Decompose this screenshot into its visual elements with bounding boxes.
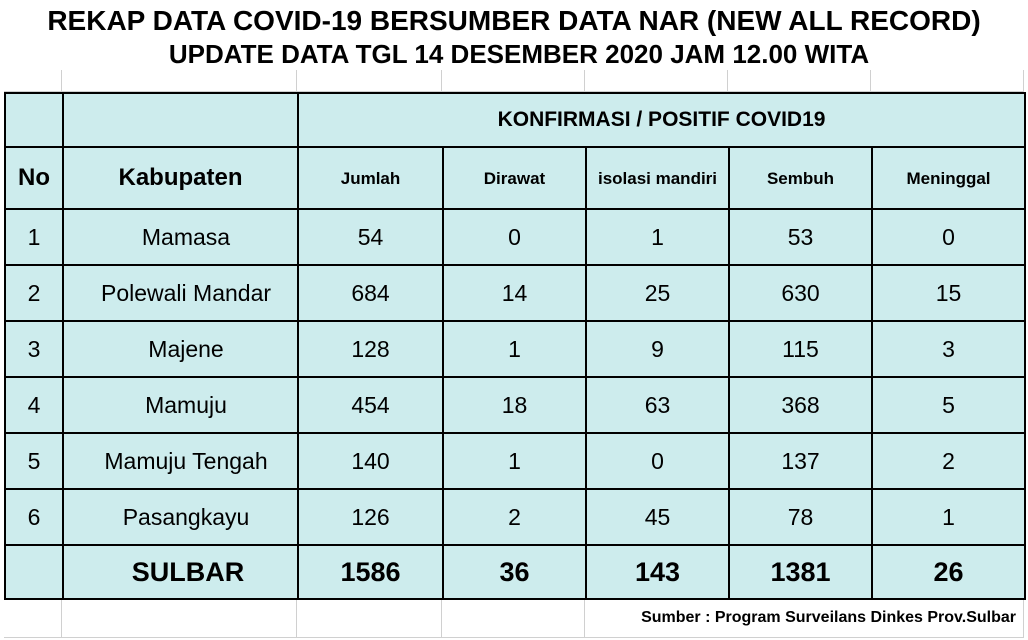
cell-dirawat: 18 — [443, 377, 586, 433]
cell-sembuh: 78 — [729, 489, 872, 545]
cell-meninggal: 3 — [872, 321, 1025, 377]
table-row — [5, 377, 1025, 433]
header-group-konfirmasi: KONFIRMASI / POSITIF COVID19 — [298, 93, 1025, 147]
cell-no: 3 — [5, 321, 63, 377]
cell-total-sembuh: 1381 — [729, 545, 872, 599]
cell-total-no — [5, 545, 63, 599]
cell-kabupaten: Polewali Mandar — [63, 265, 298, 321]
cell-isolasi: 45 — [586, 489, 729, 545]
grid-cell — [297, 600, 442, 638]
cell-isolasi: 0 — [586, 433, 729, 489]
cell-kabupaten: Majene — [63, 321, 298, 377]
cell-no: 5 — [5, 433, 63, 489]
top-grid — [4, 70, 1024, 92]
footer — [0, 600, 1028, 640]
cell-jumlah: 126 — [298, 489, 443, 545]
column-header-jumlah: Jumlah — [298, 147, 443, 209]
cell-meninggal: 2 — [872, 433, 1025, 489]
page-title: REKAP DATA COVID-19 BERSUMBER DATA NAR (NEW ALL RECORD) — [47, 5, 981, 36]
cell-no: 1 — [5, 209, 63, 265]
cell-kabupaten: Mamuju — [63, 377, 298, 433]
cell-kabupaten: Mamuju Tengah — [63, 433, 298, 489]
column-header-kabupaten: Kabupaten — [63, 147, 298, 209]
table-header-group-row — [5, 93, 1025, 147]
source-note: Sumber : Program Surveilans Dinkes Prov.Sulbar — [641, 609, 1016, 626]
cell-no: 4 — [5, 377, 63, 433]
cell-total-dirawat: 36 — [443, 545, 586, 599]
cell-meninggal: 1 — [872, 489, 1025, 545]
cell-dirawat: 14 — [443, 265, 586, 321]
cell-isolasi: 25 — [586, 265, 729, 321]
table-row — [5, 209, 1025, 265]
cell-sembuh: 630 — [729, 265, 872, 321]
header-blank-kabupaten — [63, 93, 298, 147]
cell-total-label: SULBAR — [63, 545, 298, 599]
column-header-isolasi-mandiri: isolasi mandiri — [586, 147, 729, 209]
table-header-row — [5, 147, 1025, 209]
grid-cell — [4, 70, 62, 92]
grid-cell — [297, 70, 442, 92]
cell-jumlah: 54 — [298, 209, 443, 265]
header-blank-no — [5, 93, 63, 147]
cell-dirawat: 1 — [443, 321, 586, 377]
table-row — [5, 489, 1025, 545]
column-header-dirawat: Dirawat — [443, 147, 586, 209]
cell-dirawat: 2 — [443, 489, 586, 545]
cell-sembuh: 368 — [729, 377, 872, 433]
table-row — [5, 265, 1025, 321]
page-subtitle: UPDATE DATA TGL 14 DESEMBER 2020 JAM 12.00 WITA — [168, 39, 870, 69]
cell-sembuh: 115 — [729, 321, 872, 377]
grid-cell — [62, 70, 297, 92]
cell-dirawat: 0 — [443, 209, 586, 265]
table-row — [5, 321, 1025, 377]
table-header — [5, 93, 1025, 209]
title-block — [0, 0, 1028, 70]
grid-cell — [871, 70, 1024, 92]
grid-cell — [442, 70, 585, 92]
cell-meninggal: 0 — [872, 209, 1025, 265]
column-header-meninggal: Meninggal — [872, 147, 1025, 209]
cell-meninggal: 15 — [872, 265, 1025, 321]
cell-kabupaten: Pasangkayu — [63, 489, 298, 545]
cell-isolasi: 63 — [586, 377, 729, 433]
spacer-row — [0, 70, 1028, 92]
cell-kabupaten: Mamasa — [63, 209, 298, 265]
cell-sembuh: 137 — [729, 433, 872, 489]
table-body — [5, 209, 1025, 599]
table-total-row — [5, 545, 1025, 599]
cell-jumlah: 454 — [298, 377, 443, 433]
cell-jumlah: 684 — [298, 265, 443, 321]
rekap-table — [4, 92, 1026, 600]
cell-total-meninggal: 26 — [872, 545, 1025, 599]
grid-cell — [585, 70, 728, 92]
cell-isolasi: 1 — [586, 209, 729, 265]
cell-meninggal: 5 — [872, 377, 1025, 433]
cell-no: 6 — [5, 489, 63, 545]
cell-sembuh: 53 — [729, 209, 872, 265]
cell-no: 2 — [5, 265, 63, 321]
grid-cell — [728, 70, 871, 92]
grid-cell — [442, 600, 585, 638]
cell-jumlah: 140 — [298, 433, 443, 489]
column-header-sembuh: Sembuh — [729, 147, 872, 209]
cell-total-jumlah: 1586 — [298, 545, 443, 599]
column-header-no: No — [5, 147, 63, 209]
grid-cell — [4, 600, 62, 638]
cell-jumlah: 128 — [298, 321, 443, 377]
cell-dirawat: 1 — [443, 433, 586, 489]
cell-total-isolasi: 143 — [586, 545, 729, 599]
cell-isolasi: 9 — [586, 321, 729, 377]
grid-cell — [62, 600, 297, 638]
table-row — [5, 433, 1025, 489]
